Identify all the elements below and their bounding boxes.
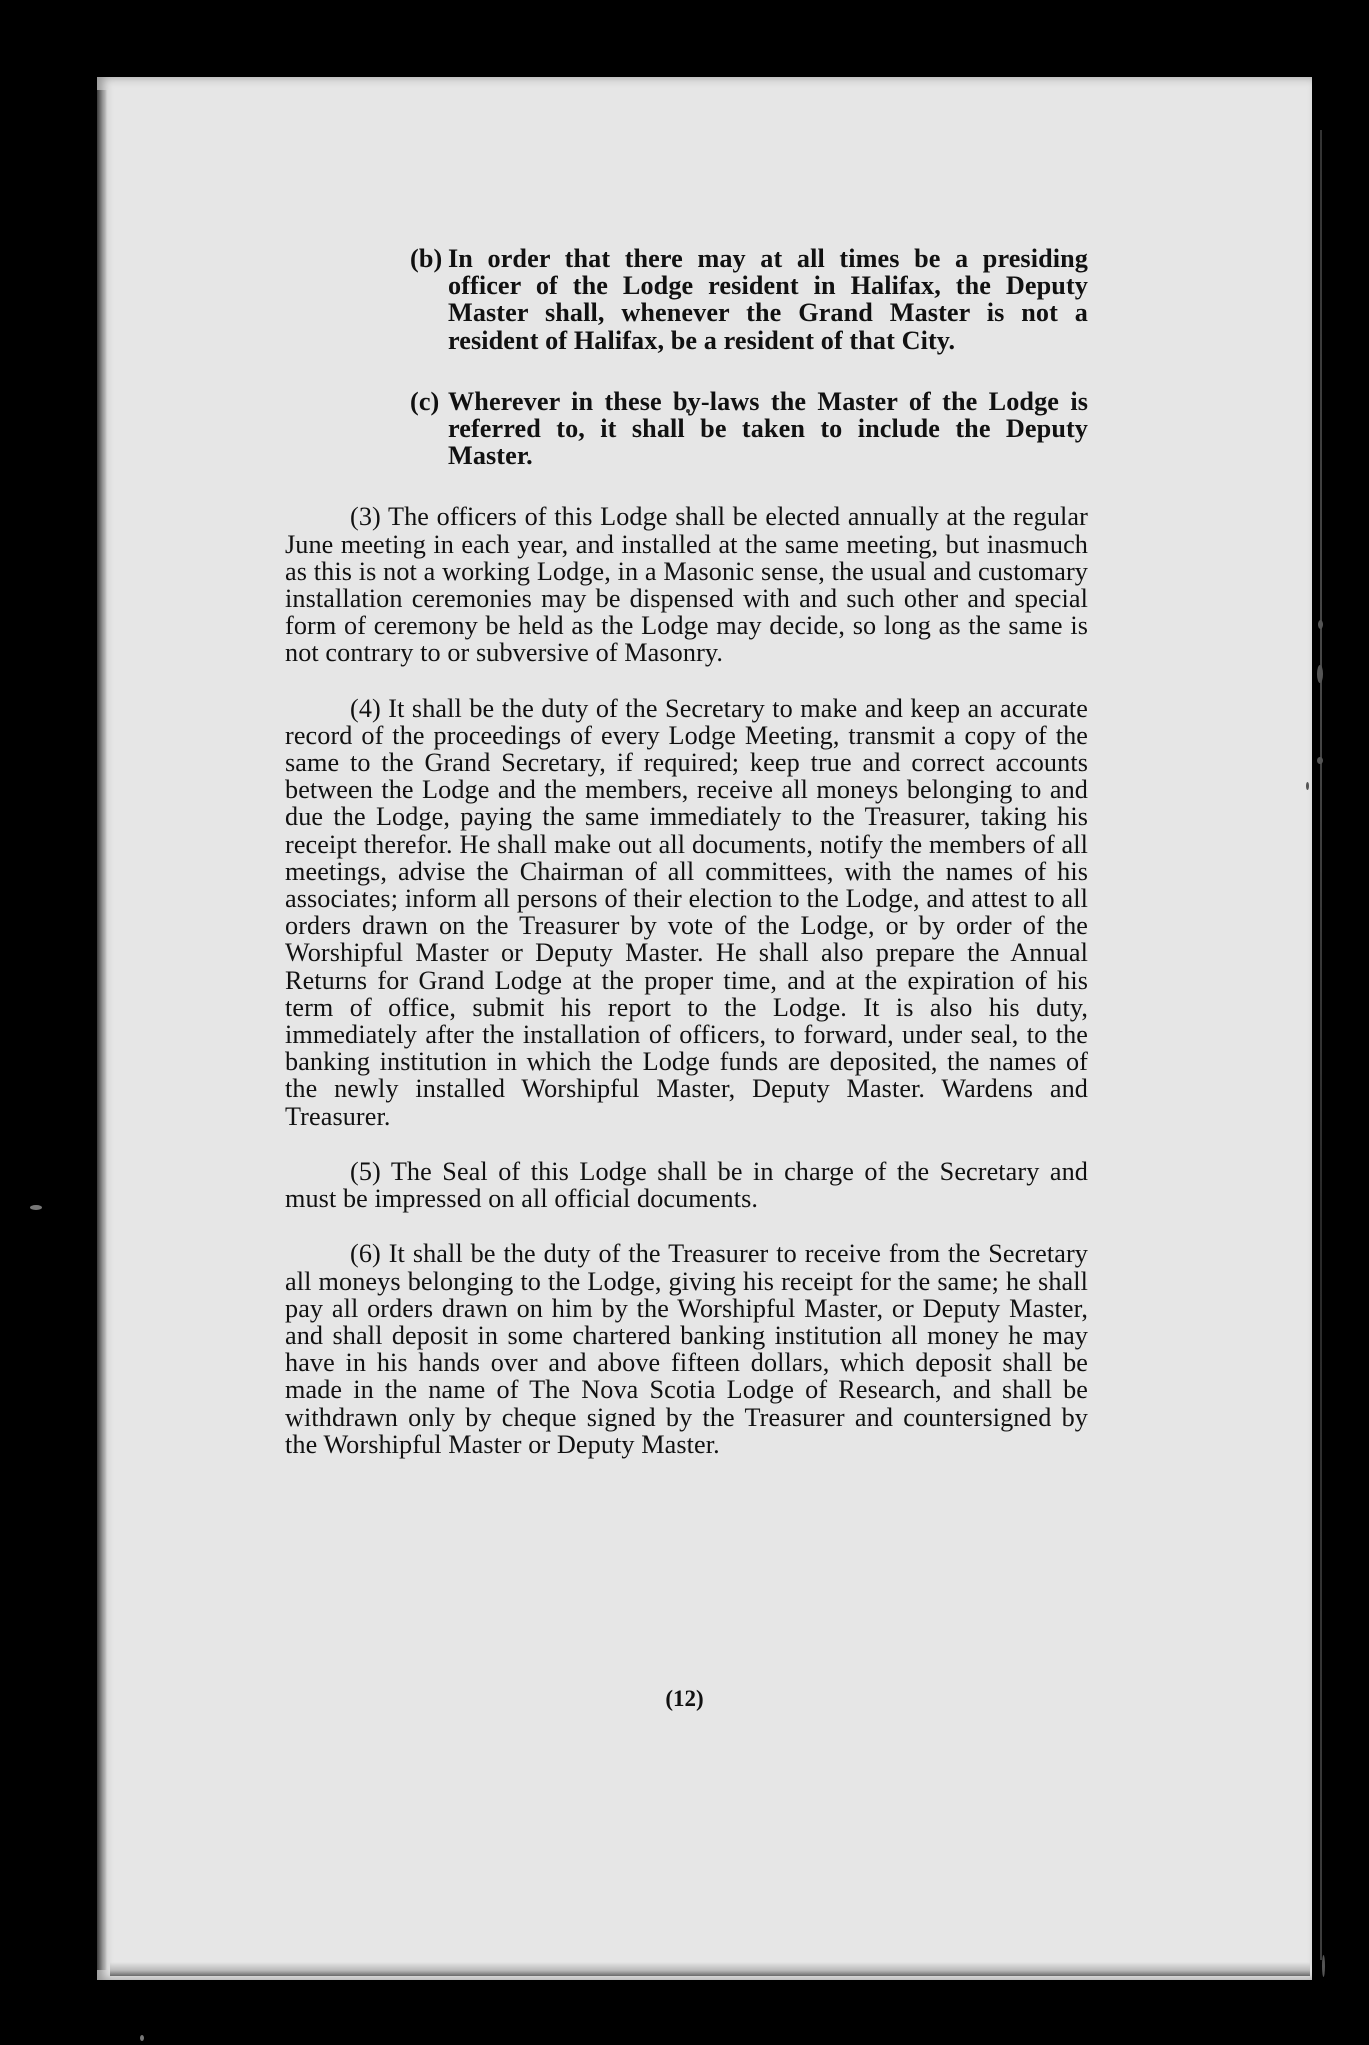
paragraph-3 xyxy=(285,503,1088,666)
page-number: (12) xyxy=(665,1686,704,1711)
paragraph-text: The officers of this Lodge shall be elected annually at the regular June meeting in each year, and installed at the same meeting, but inasmuch as this is not a working Lodge, in a Masonic sense, the usual and customary installation ceremonies may be dispensed with and such other and special form of ceremony be held as the Lodge may decide, so long as the same is not contrary to or subversive of Masonry. xyxy=(285,502,1088,668)
sub-item-marker: (b) xyxy=(410,244,443,273)
paragraph-number: (4) xyxy=(350,693,381,723)
paragraph-6 xyxy=(285,1240,1088,1458)
sub-item-c xyxy=(285,388,1088,470)
sub-item-marker: (c) xyxy=(410,386,440,416)
paragraph-text: It shall be the duty of the Secretary to make and keep an accurate record of the proceedings of every Lodge Meeting, transmit a copy of the same to the Grand Secretary, if required; keep true and correct accounts between the Lodge and the members, receive all moneys belonging to and due the Lodge, paying the same immediately to the Treasurer, taking his receipt therefor. He shall make out all documents, notify the members of all meetings, advise the Chairman of all committees, with the names of his associates; inform all persons of their election to the Lodge, and attest to all orders drawn on the Treasurer by vote of the Lodge, or by order of the Worshipful Master or Deputy Master. He shall also prepare the Annual Returns for Grand Lodge at the proper time, and at the expiration of his term of office, submit his report to the Lodge. It is also his duty, immediately after the installation of officers, to forward, under seal, to the banking institution in which the Lodge funds are deposited, the names of the newly installed Worshipful Master, Deputy Master. Wardens and Treasurer. xyxy=(285,693,1088,1131)
sub-item-text: In order that there may at all times be a presiding officer of the Lodge resident in Halifax, the Deputy Master shall, whenever the Grand Master is not a resident of Halifax, be a resident of that City. xyxy=(448,244,1088,355)
scan-speck xyxy=(30,1205,42,1210)
page-bottom-shadow xyxy=(110,1962,1310,1976)
scan-speck xyxy=(1306,782,1309,790)
paragraph-4 xyxy=(285,695,1088,1130)
paragraph-text: It shall be the duty of the Treasurer to receive from the Secretary all moneys belonging to the Lodge, giving his receipt for the same; he shall pay all orders drawn on him by the Worshipful Master, or Deputy Master, and shall deposit in some chartered banking institution all money he may have in his hands over and above fifteen dollars, which deposit shall be made in the name of The Nova Scotia Lodge of Research, and shall be withdrawn only by cheque signed by the Treasurer and countersigned by the Worshipful Master or Deputy Master. xyxy=(285,1239,1088,1459)
sub-item-b xyxy=(285,245,1088,354)
paragraph-text: The Seal of this Lodge shall be in charge of the Secretary and must be impressed on all official documents. xyxy=(285,1156,1088,1214)
scan-speck xyxy=(1318,620,1323,629)
document-body xyxy=(285,245,1088,1482)
scan-speck xyxy=(1317,665,1323,683)
paragraph-number: (6) xyxy=(350,1239,381,1269)
paragraph-number: (3) xyxy=(350,502,381,532)
scan-speck xyxy=(140,2035,144,2041)
paragraph-number: (5) xyxy=(350,1156,381,1186)
scan-speck xyxy=(1322,1955,1325,1977)
sub-item-text: Wherever in these by-laws the Master of the Lodge is referred to, it shall be taken to include the Deputy Master. xyxy=(448,386,1088,471)
scan-speck xyxy=(1317,757,1323,764)
paragraph-5 xyxy=(285,1158,1088,1212)
